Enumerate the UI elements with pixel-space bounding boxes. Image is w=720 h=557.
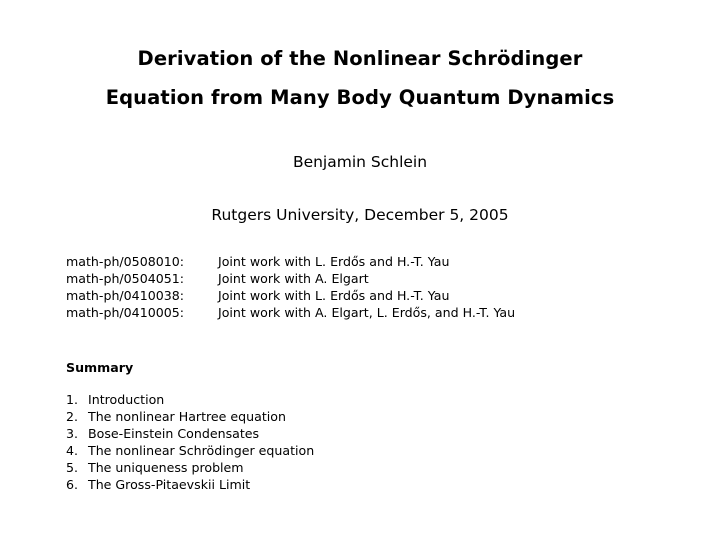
summary-item-number: 4. xyxy=(66,443,79,458)
reference-text: Joint work with L. Erdős and H.-T. Yau xyxy=(218,288,450,303)
summary-item-text: Bose-Einstein Condensates xyxy=(88,426,260,441)
reference-row xyxy=(66,253,515,270)
references-list xyxy=(66,253,515,321)
summary-item xyxy=(66,391,314,408)
reference-id: math-ph/0508010: xyxy=(66,254,184,269)
summary-list xyxy=(66,391,314,493)
reference-text: Joint work with A. Elgart xyxy=(218,271,369,286)
summary-item-number: 6. xyxy=(66,477,79,492)
reference-id: math-ph/0410038: xyxy=(66,288,184,303)
summary-heading: Summary xyxy=(66,360,134,375)
summary-item-text: The uniqueness problem xyxy=(88,460,244,475)
summary-item xyxy=(66,408,314,425)
title-line-2: Equation from Many Body Quantum Dynamics xyxy=(105,86,615,109)
reference-text: Joint work with L. Erdős and H.-T. Yau xyxy=(218,254,450,269)
summary-item-number: 1. xyxy=(66,392,79,407)
reference-row xyxy=(66,287,515,304)
summary-item-text: The nonlinear Hartree equation xyxy=(88,409,286,424)
summary-item xyxy=(66,459,314,476)
summary-item xyxy=(66,476,314,493)
summary-item-number: 2. xyxy=(66,409,79,424)
summary-item xyxy=(66,442,314,459)
reference-row xyxy=(66,270,515,287)
title-line-1: Derivation of the Nonlinear Schrödinger xyxy=(137,47,583,70)
reference-text: Joint work with A. Elgart, L. Erdős, and H.-T. Yau xyxy=(218,305,516,320)
summary-item xyxy=(66,425,314,442)
reference-id: math-ph/0410005: xyxy=(66,305,184,320)
reference-id: math-ph/0504051: xyxy=(66,271,184,286)
summary-item-text: The Gross-Pitaevskii Limit xyxy=(88,477,251,492)
summary-item-number: 3. xyxy=(66,426,79,441)
affiliation-date: Rutgers University, December 5, 2005 xyxy=(211,206,509,224)
summary-item-number: 5. xyxy=(66,460,79,475)
reference-row xyxy=(66,304,515,321)
summary-item-text: The nonlinear Schrödinger equation xyxy=(88,443,315,458)
summary-item-text: Introduction xyxy=(88,392,165,407)
author-name: Benjamin Schlein xyxy=(292,153,428,171)
